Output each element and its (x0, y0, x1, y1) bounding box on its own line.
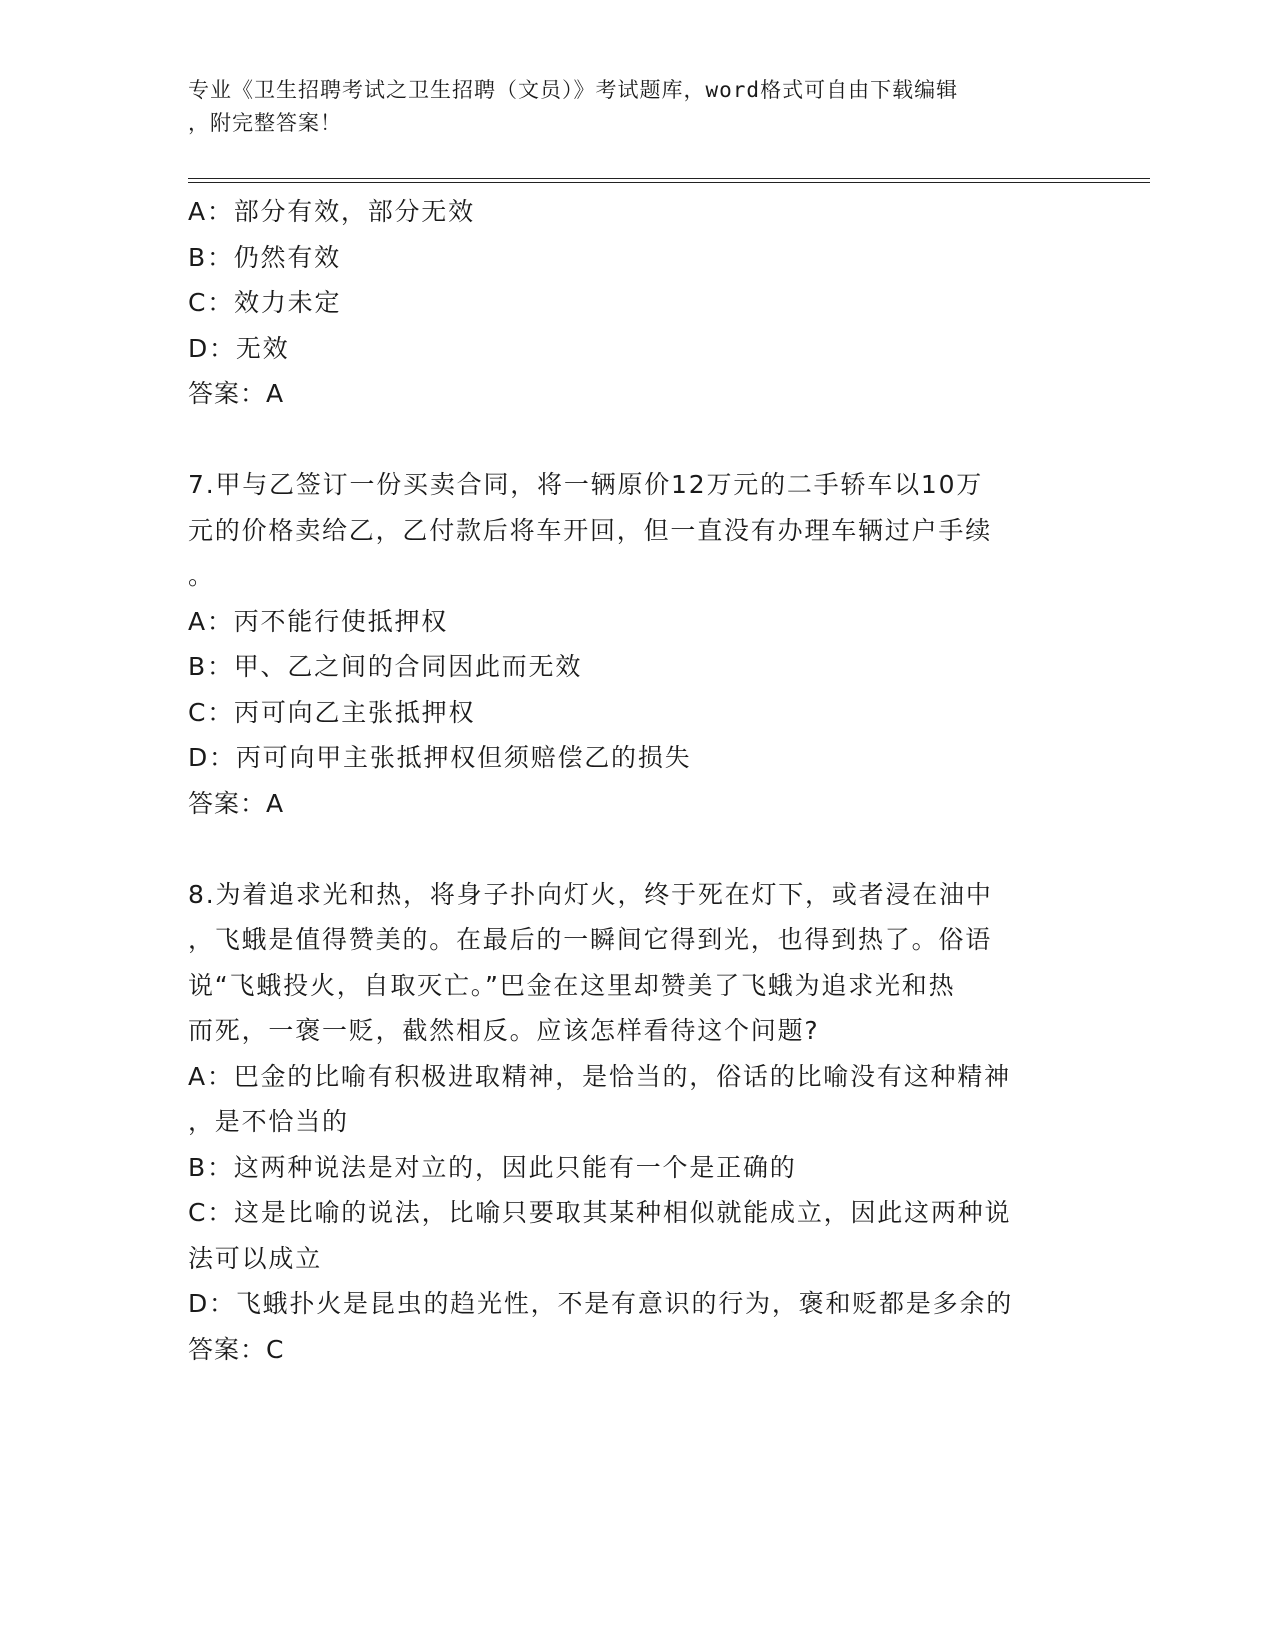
option-d: D：飞蛾扑火是昆虫的趋光性，不是有意识的行为，褒和贬都是多余的 (188, 1289, 1014, 1318)
question-text-line: 而死，一褒一贬，截然相反。应该怎样看待这个问题? (188, 1016, 820, 1045)
option-a: A：部分有效，部分无效 (188, 197, 475, 226)
question-7 (188, 462, 1088, 826)
spacer (188, 417, 1088, 463)
option-c: C：丙可向乙主张抵押权 (188, 697, 476, 727)
option-a: A：丙不能行使抵押权 (188, 606, 449, 636)
header-line: ，附完整答案！ (188, 111, 342, 135)
question-text-line: 说“飞蛾投火，自取灭亡。”巴金在这里却赞美了飞蛾为追求光和热 (188, 970, 956, 1000)
option-b: B：这两种说法是对立的，因此只能有一个是正确的 (188, 1152, 797, 1182)
option-c-continued: 法可以成立 (188, 1243, 323, 1273)
option-a: A：巴金的比喻有积极进取精神，是恰当的，俗话的比喻没有这种精神 (188, 1061, 1011, 1091)
answer-line: 答案：A (188, 788, 285, 818)
option-c: C：这是比喻的说法，比喻只要取其某种相似就能成立，因此这两种说 (188, 1198, 1012, 1227)
question-text-line: ，飞蛾是值得赞美的。在最后的一瞬间它得到光，也得到热了。俗语 (188, 925, 993, 954)
answer-line: 答案：C (188, 1334, 285, 1364)
option-c: C：效力未定 (188, 288, 342, 317)
question-8 (188, 872, 1088, 1373)
option-b: B：甲、乙之间的合同因此而无效 (188, 652, 583, 681)
option-a-continued: ，是不恰当的 (188, 1107, 349, 1136)
question-content (188, 189, 1088, 1372)
question-text-line: 元的价格卖给乙，乙付款后将车开回，但一直没有办理车辆过户手续 (188, 515, 993, 545)
option-b: B：仍然有效 (188, 242, 341, 272)
question-6 (188, 189, 1088, 417)
question-text-line: 8.为着追求光和热，将身子扑向灯火，终于死在灯下，或者浸在油中 (188, 879, 993, 909)
spacer (188, 826, 1088, 872)
page-header (188, 74, 1068, 140)
option-d: D：丙可向甲主张抵押权但须赔偿乙的损失 (188, 743, 692, 772)
header-line: 专业《卫生招聘考试之卫生招聘（文员）》考试题库，word格式可自由下载编辑 (188, 78, 959, 102)
question-text-line: 。 (188, 561, 215, 590)
header-divider (188, 178, 1150, 183)
option-d: D：无效 (188, 333, 290, 363)
answer-line: 答案：A (188, 379, 285, 408)
question-text-line: 7.甲与乙签订一份买卖合同，将一辆原价12万元的二手轿车以10万 (188, 470, 984, 499)
